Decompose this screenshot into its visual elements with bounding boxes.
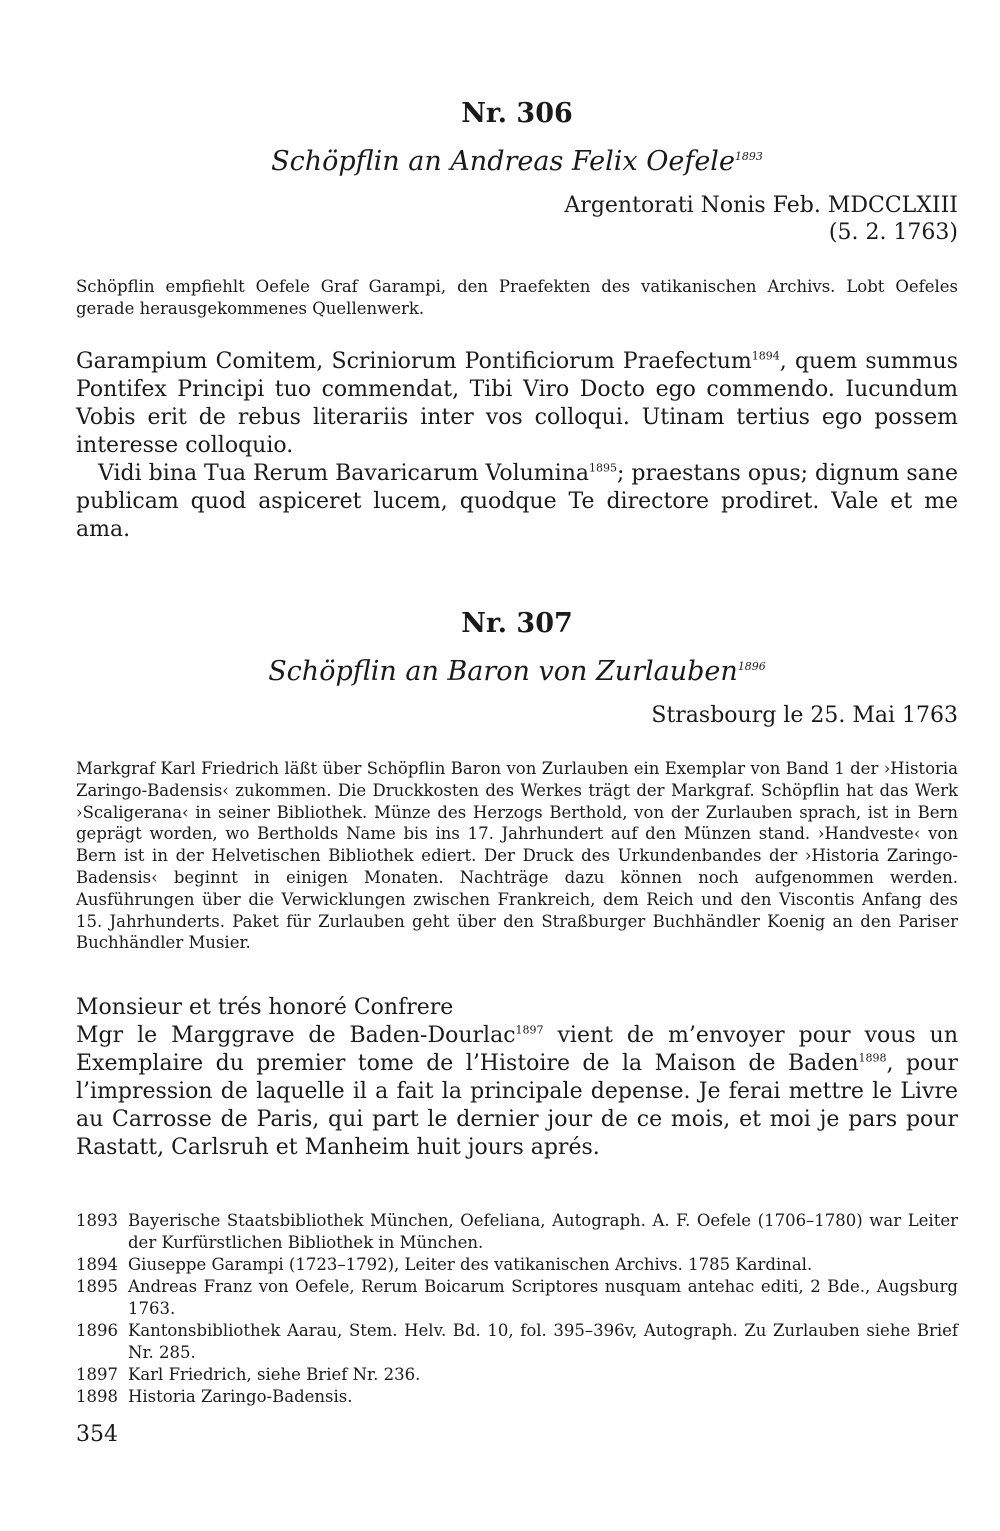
text-run: vient de m’envoyer pour vous un Exemplaire du premier tome de l’Histoire de la Maison de Baden xyxy=(76,1023,958,1076)
document-page xyxy=(76,0,958,1531)
letter-307-heading-text: Schöpflin an Baron von Zurlauben xyxy=(268,656,738,687)
letter-306-date-line-1: Argentorati Nonis Feb. MDCCLXIII xyxy=(564,193,958,218)
text-run: ; praestans opus; dignum sane publicam quod aspiceret lucem, quodque Te directore prodiret. Vale et me ama. xyxy=(76,461,959,542)
footnote-text: Karl Friedrich, siehe Brief Nr. 236. xyxy=(128,1365,421,1384)
letter-306-paragraph-1 xyxy=(76,348,958,460)
footnote-text: Historia Zaringo-Badensis. xyxy=(128,1387,353,1406)
letter-306-number: Nr. 306 xyxy=(461,98,573,129)
footnote-number: 1896 xyxy=(76,1321,118,1340)
letter-306-paragraph-2 xyxy=(76,460,958,544)
letter-307-salutation: Monsieur et trés honoré Confrere xyxy=(76,995,454,1020)
text-run: Garampium Comitem, Scriniorum Pontificiorum Praefectum xyxy=(76,349,752,374)
footnotes xyxy=(76,1210,958,1408)
footnote-1898 xyxy=(76,1386,958,1408)
footnote-number: 1898 xyxy=(76,1387,118,1406)
letter-307-date xyxy=(76,702,958,729)
footnote-1896 xyxy=(76,1320,958,1364)
letter-307-body xyxy=(76,994,958,1162)
footnote-number: 1894 xyxy=(76,1255,118,1274)
letter-307-paragraph-1 xyxy=(76,1022,958,1162)
text-run: , quem summus Pontifex Principi tuo commendat, Tibi Viro Docto ego commendo. Iucundum Vobis erit de rebus literariis inter vos colloqui. Utinam tertius ego possem interesse colloquio. xyxy=(76,349,958,458)
text-run: Vidi bina Tua Rerum Bavaricarum Volumina xyxy=(98,461,589,486)
letter-307-heading xyxy=(76,656,958,687)
letter-307-summary: Markgraf Karl Friedrich läßt über Schöpflin Baron von Zurlauben ein Exemplar von Band 1 der ›Historia Zaringo-Badensis‹ zukommen. Die Druckkosten des Werkes trägt der Markgraf. Schöpflin hat das Werk ›Scaligerana‹ in seiner Bibliothek. Münze des Herzogs Berthold, von der Zurlauben sprach, ist in Bern geprägt worden, wo Bertholds Name bis ins 17. Jahrhundert auf den Münzen stand. ›Handveste‹ von Bern ist in der Helvetischen Bibliothek ediert. Der Druck des Urkundenbandes der ›Historia Zaringo-Badensis‹ beginnt in einigen Monaten. Nachträge dazu können noch aufgenommen werden. Ausführungen über die Verwicklungen zwischen Frankreich, dem Reich und den Viscontis Anfang des 15. Jahrhunderts. Paket für Zurlauben geht über den Straßburger Buchhändler Koenig an den Pariser Buchhändler Musier. xyxy=(76,759,958,953)
footnote-ref-1898: 1898 xyxy=(858,1051,887,1065)
footnote-1895 xyxy=(76,1276,958,1320)
letter-306-heading xyxy=(76,146,958,177)
footnote-text: Andreas Franz von Oefele, Rerum Boicarum Scriptores nusquam antehac editi, 2 Bde., Augsburg 1763. xyxy=(128,1277,958,1318)
footnote-number: 1897 xyxy=(76,1365,118,1384)
footnote-1897 xyxy=(76,1364,958,1386)
letter-307-number: Nr. 307 xyxy=(461,608,573,639)
footnote-text: Giuseppe Garampi (1723–1792), Leiter des vatikanischen Archivs. 1785 Kardinal. xyxy=(128,1255,813,1274)
footnote-text: Kantonsbibliothek Aarau, Stem. Helv. Bd. 10, fol. 395–396v, Autograph. Zu Zurlauben siehe Brief Nr. 285. xyxy=(128,1321,958,1362)
page-number: 354 xyxy=(76,1422,118,1447)
text-run: , pour l’impression de laquelle il a fait la principale depense. Je ferai mettre le Livre au Carrosse de Paris, qui part le dernier jour de ce mois, et moi je pars pour Rastatt, Carlsruh et Manheim huit jours aprés. xyxy=(76,1051,958,1160)
letter-306-summary: Schöpflin empfiehlt Oefele Graf Garampi, den Praefekten des vatikanischen Archivs. Lobt Oefeles gerade herausgekommenes Quellenwerk. xyxy=(76,277,958,318)
footnote-ref-1893: 1893 xyxy=(734,150,763,163)
letter-306-date xyxy=(76,192,958,246)
footnote-ref-1897: 1897 xyxy=(515,1023,544,1037)
text-run: Mgr le Marggrave de Baden-Dourlac xyxy=(76,1023,516,1048)
footnote-ref-1894: 1894 xyxy=(751,349,780,363)
footnote-1893 xyxy=(76,1210,958,1254)
letter-306-date-line-2: (5. 2. 1763) xyxy=(828,220,958,245)
footnote-ref-1896: 1896 xyxy=(737,660,766,673)
letter-306-body xyxy=(76,348,958,544)
letter-306-heading-text: Schöpflin an Andreas Felix Oefele xyxy=(271,146,735,177)
footnote-number: 1895 xyxy=(76,1277,118,1296)
footnote-number: 1893 xyxy=(76,1211,118,1230)
letter-307-date-line-1: Strasbourg le 25. Mai 1763 xyxy=(651,703,958,728)
footnote-text: Bayerische Staatsbibliothek München, Oefeliana, Autograph. A. F. Oefele (1706–1780) war Leiter der Kurfürstlichen Bibliothek in München. xyxy=(128,1211,958,1252)
footnote-ref-1895: 1895 xyxy=(588,461,617,475)
footnote-1894 xyxy=(76,1254,958,1276)
